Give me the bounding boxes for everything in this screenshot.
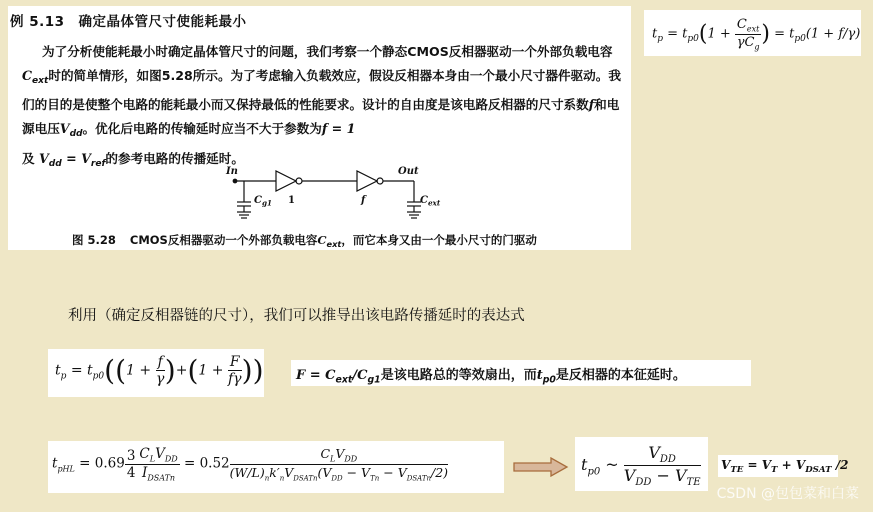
circuit-in-label: In (226, 166, 238, 177)
vte-plus: + V (777, 458, 806, 472)
para-sub: dd (48, 158, 62, 169)
formula-tp0: $t_{p0}$ ~ $\frac{V_{DD}}{V_{DD} - V_{TE}}$ (575, 437, 708, 491)
para-text: 的参考电路的传播延时。 (105, 150, 244, 166)
cext-sub: ext (427, 198, 441, 208)
formula-vte (718, 455, 849, 477)
para-var: = (61, 150, 82, 166)
para-text: 时的简单情形，如图5.28所示。为了考虑输入负载效应，假设反相器本身由一个最小尺寸器件驱动。我们的目的是使整个电路的能耗最小而又保持最低的性能要求。设计的自由度是该电路反相器的尺寸系数 (22, 67, 621, 113)
figure-caption-text: CMOS反相器驱动一个外部负载电容 (129, 233, 318, 247)
vte-t-sub: T (771, 465, 778, 476)
para-text: 为了分析使能耗最小时确定晶体管尺寸的问题，我们考察一个静态CMOS反相器驱动一个外部负载电容 (42, 44, 613, 59)
example-number: 例 5.13 (10, 14, 65, 30)
figure-number: 图 5.28 (72, 233, 116, 247)
para-var: f (588, 97, 595, 113)
def-slash: /C (352, 368, 368, 383)
formula-tphl: $t_{pHL} = 0.69$ $\frac{3}{4}$ $\frac{C_LV_{DD}}{I_{DSATn}}$ = 0.52 $\frac{C_LV_{DD}}{(W/L)_nk'_nV_{DSATn}(V_{DD} - V_{Tn} - V_{DSATn}/2)}$ (48, 441, 504, 493)
circuit-out-label: Out (398, 166, 419, 177)
para-text: 和电源电压 (22, 97, 620, 136)
para-sub: dd (69, 129, 83, 140)
para-var: f = 1 (321, 120, 356, 136)
example-panel (8, 6, 631, 250)
def-tail: 是反相器的本征延时。 (555, 368, 686, 383)
para-sub: ext (32, 75, 49, 86)
para-var: V (59, 120, 70, 136)
para-text: 。优化后电路的传输延时应当不大于参数为 (82, 120, 322, 136)
inverter-2 (357, 171, 377, 191)
inverter-1 (276, 171, 296, 191)
def-lhs: F = C (296, 368, 336, 383)
example-paragraph (22, 40, 622, 176)
formula-tp-chain: $t_p = t_{p0}((1$ + $\frac{f}{\gamma}$ )+(1 + $\frac{F}{f\gamma}$ )) (48, 349, 264, 397)
para-var: C (22, 67, 33, 83)
figure-caption-sub: ext (326, 238, 342, 249)
vte-lhs: V (721, 458, 731, 472)
example-title-text: 确定晶体管尺寸使能耗最小 (78, 14, 247, 30)
cg1-var: C (254, 195, 262, 206)
def-tp0: t (536, 368, 543, 383)
def-sub1: ext (335, 374, 353, 386)
figure-caption-text2: ，而它本身又由一个最小尺寸的门驱动 (341, 233, 537, 247)
derivation-caption: 利用（确定反相器链的尺寸），我们可以推导出该电路传播延时的表达式 (68, 308, 525, 324)
example-title (10, 10, 247, 30)
formula-tp-single-stage: $t_p = t_{p0}(1$ + $\frac{C_{ext}}{\gamma C_g}$ ) = $t_{p0}(1 + f/\gamma)$ (644, 10, 861, 56)
vte-dsat-sub: DSAT (805, 465, 832, 476)
def-sub2: g1 (367, 374, 381, 386)
vte-tail: /2 (831, 458, 849, 472)
circuit-stage1-label: 1 (288, 195, 295, 206)
def-mid: 是该电路总的等效扇出，而 (380, 368, 537, 383)
vte-lhs-sub: TE (730, 465, 744, 476)
circuit-cext-label (420, 195, 440, 208)
csdn-watermark: CSDN @包包菜和白菜 (716, 486, 859, 502)
right-arrow-icon (513, 457, 569, 477)
para-sub: ref (90, 158, 106, 169)
circuit-stage2-label: f (361, 195, 366, 206)
vte-eq: = V (743, 458, 772, 472)
para-text: 及 (22, 150, 35, 166)
def-tp0-sub: p0 (542, 374, 556, 386)
circuit-cg1-label (254, 195, 272, 208)
definition-box (291, 360, 751, 386)
figure-caption (72, 232, 537, 249)
para-var: V (81, 150, 91, 166)
figure-caption-var: C (317, 233, 327, 247)
cg1-sub: g1 (261, 198, 272, 208)
cext-var: C (420, 195, 428, 206)
para-var: V (38, 150, 49, 166)
